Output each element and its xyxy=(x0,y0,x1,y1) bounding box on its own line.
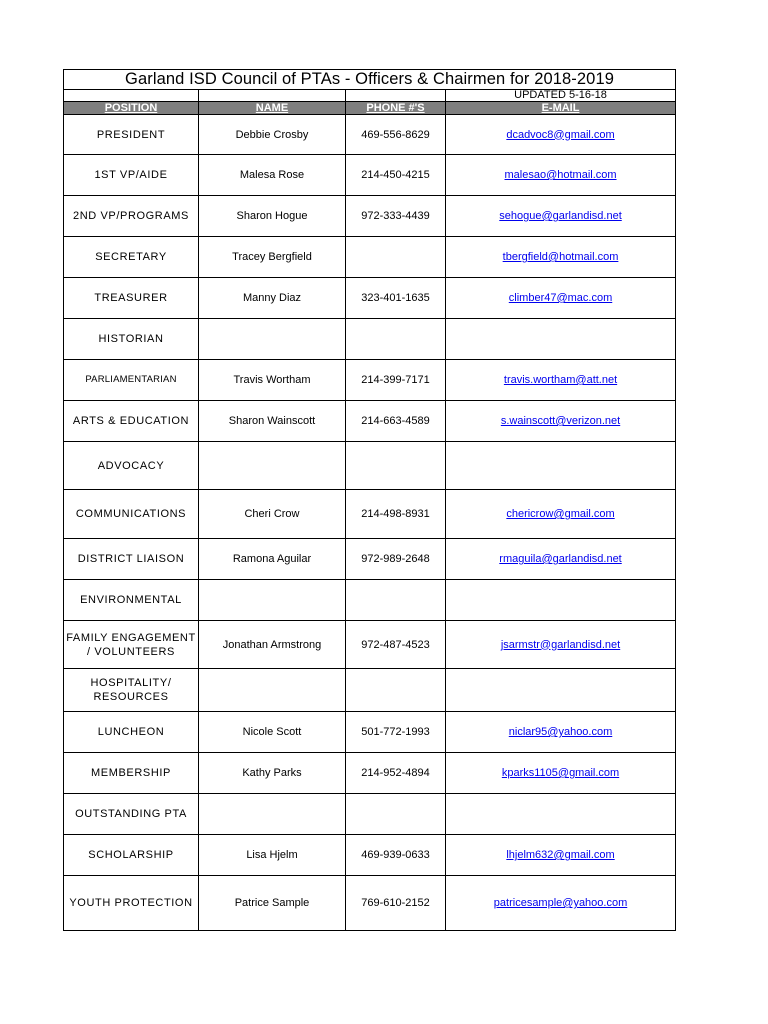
cell-email xyxy=(446,278,676,319)
cell-phone: 769-610-2152 xyxy=(346,876,446,931)
cell-name: Tracey Bergfield xyxy=(199,237,346,278)
updated-row xyxy=(64,90,676,102)
table-row xyxy=(64,360,676,401)
table-row xyxy=(64,794,676,835)
cell-email xyxy=(446,155,676,196)
table-row xyxy=(64,580,676,621)
table-row xyxy=(64,155,676,196)
cell-name: Debbie Crosby xyxy=(199,115,346,155)
table-row xyxy=(64,196,676,237)
header-email: E-MAIL xyxy=(446,102,676,115)
cell-phone xyxy=(346,669,446,712)
cell-email xyxy=(446,237,676,278)
cell-position: FAMILY ENGAGEMENT / VOLUNTEERS xyxy=(64,621,199,669)
blank-cell xyxy=(346,90,446,102)
cell-name: Lisa Hjelm xyxy=(199,835,346,876)
cell-phone: 972-333-4439 xyxy=(346,196,446,237)
cell-name xyxy=(199,442,346,490)
email-link[interactable]: climber47@mac.com xyxy=(508,292,613,304)
cell-position: MEMBERSHIP xyxy=(64,753,199,794)
cell-position: 2ND VP/PROGRAMS xyxy=(64,196,199,237)
cell-email xyxy=(446,835,676,876)
header-position: POSITION xyxy=(64,102,199,115)
cell-position: ADVOCACY xyxy=(64,442,199,490)
table-row xyxy=(64,876,676,931)
table-row xyxy=(64,319,676,360)
cell-email xyxy=(446,669,676,712)
title-row xyxy=(64,70,676,90)
cell-email xyxy=(446,621,676,669)
table-row xyxy=(64,539,676,580)
email-link[interactable]: jsarmstr@garlandisd.net xyxy=(500,638,621,651)
header-row xyxy=(64,102,676,115)
cell-position: OUTSTANDING PTA xyxy=(64,794,199,835)
table-row xyxy=(64,753,676,794)
cell-name xyxy=(199,794,346,835)
cell-position: DISTRICT LIAISON xyxy=(64,539,199,580)
email-link[interactable]: dcadvoc8@gmail.com xyxy=(506,128,615,141)
cell-phone: 214-450-4215 xyxy=(346,155,446,196)
cell-phone xyxy=(346,794,446,835)
blank-cell xyxy=(64,90,199,102)
email-link[interactable]: lhjelm632@gmail.com xyxy=(506,849,615,861)
cell-position: SCHOLARSHIP xyxy=(64,835,199,876)
cell-position: LUNCHEON xyxy=(64,712,199,753)
cell-name xyxy=(199,669,346,712)
cell-email xyxy=(446,794,676,835)
email-link[interactable]: travis.wortham@att.net xyxy=(503,374,618,386)
cell-email xyxy=(446,196,676,237)
cell-phone xyxy=(346,580,446,621)
header-name: NAME xyxy=(199,102,346,115)
cell-position: ENVIRONMENTAL xyxy=(64,580,199,621)
table-row xyxy=(64,401,676,442)
cell-name: Sharon Hogue xyxy=(199,196,346,237)
cell-position: YOUTH PROTECTION xyxy=(64,876,199,931)
table-row xyxy=(64,490,676,539)
table-row xyxy=(64,669,676,712)
cell-email xyxy=(446,876,676,931)
cell-email xyxy=(446,319,676,360)
cell-position: COMMUNICATIONS xyxy=(64,490,199,539)
cell-name: Nicole Scott xyxy=(199,712,346,753)
blank-cell xyxy=(199,90,346,102)
cell-email xyxy=(446,753,676,794)
cell-phone: 469-939-0633 xyxy=(346,835,446,876)
cell-phone: 214-399-7171 xyxy=(346,360,446,401)
cell-name: Patrice Sample xyxy=(199,876,346,931)
cell-name: Manny Diaz xyxy=(199,278,346,319)
cell-phone: 501-772-1993 xyxy=(346,712,446,753)
cell-phone xyxy=(346,237,446,278)
email-link[interactable]: chericrow@gmail.com xyxy=(506,508,615,520)
cell-email xyxy=(446,401,676,442)
table-row xyxy=(64,835,676,876)
cell-email xyxy=(446,360,676,401)
cell-name: Jonathan Armstrong xyxy=(199,621,346,669)
officers-table xyxy=(63,69,676,931)
cell-position: PRESIDENT xyxy=(64,115,199,155)
email-link[interactable]: malesao@hotmail.com xyxy=(504,169,617,181)
email-link[interactable]: sehogue@garlandisd.net xyxy=(499,210,622,222)
cell-position: TREASURER xyxy=(64,278,199,319)
cell-name xyxy=(199,580,346,621)
email-link[interactable]: kparks1105@gmail.com xyxy=(501,767,620,779)
cell-email xyxy=(446,539,676,580)
cell-email xyxy=(446,580,676,621)
cell-position: ARTS & EDUCATION xyxy=(64,401,199,442)
table-row xyxy=(64,237,676,278)
cell-position: SECRETARY xyxy=(64,237,199,278)
cell-email xyxy=(446,442,676,490)
cell-phone xyxy=(346,442,446,490)
table-row xyxy=(64,278,676,319)
table-row xyxy=(64,442,676,490)
cell-email xyxy=(446,712,676,753)
cell-phone: 972-487-4523 xyxy=(346,621,446,669)
cell-position: HOSPITALITY/ RESOURCES xyxy=(64,669,199,712)
cell-name: Kathy Parks xyxy=(199,753,346,794)
table-row xyxy=(64,621,676,669)
cell-position: HISTORIAN xyxy=(64,319,199,360)
cell-name: Malesa Rose xyxy=(199,155,346,196)
email-link[interactable]: niclar95@yahoo.com xyxy=(508,726,613,738)
cell-phone: 214-952-4894 xyxy=(346,753,446,794)
cell-email xyxy=(446,490,676,539)
table-row xyxy=(64,115,676,155)
cell-phone: 469-556-8629 xyxy=(346,115,446,155)
cell-position: 1ST VP/AIDE xyxy=(64,155,199,196)
email-link[interactable]: rmaguila@garlandisd.net xyxy=(499,553,622,565)
header-phone: PHONE #'S xyxy=(346,102,446,115)
email-link[interactable]: tbergfield@hotmail.com xyxy=(502,251,619,263)
cell-email xyxy=(446,115,676,155)
cell-phone: 323-401-1635 xyxy=(346,278,446,319)
cell-name: Ramona Aguilar xyxy=(199,539,346,580)
cell-name: Cheri Crow xyxy=(199,490,346,539)
updated-date: UPDATED 5-16-18 xyxy=(446,90,676,102)
cell-phone: 214-663-4589 xyxy=(346,401,446,442)
cell-phone: 214-498-8931 xyxy=(346,490,446,539)
cell-phone: 972-989-2648 xyxy=(346,539,446,580)
page-title: Garland ISD Council of PTAs - Officers & Chairmen for 2018-2019 xyxy=(64,70,676,90)
cell-name: Travis Wortham xyxy=(199,360,346,401)
email-link[interactable]: s.wainscott@verizon.net xyxy=(500,415,621,427)
cell-name xyxy=(199,319,346,360)
email-link[interactable]: patricesample@yahoo.com xyxy=(493,897,628,909)
cell-name: Sharon Wainscott xyxy=(199,401,346,442)
table-row xyxy=(64,712,676,753)
cell-phone xyxy=(346,319,446,360)
cell-position: PARLIAMENTARIAN xyxy=(64,360,199,401)
